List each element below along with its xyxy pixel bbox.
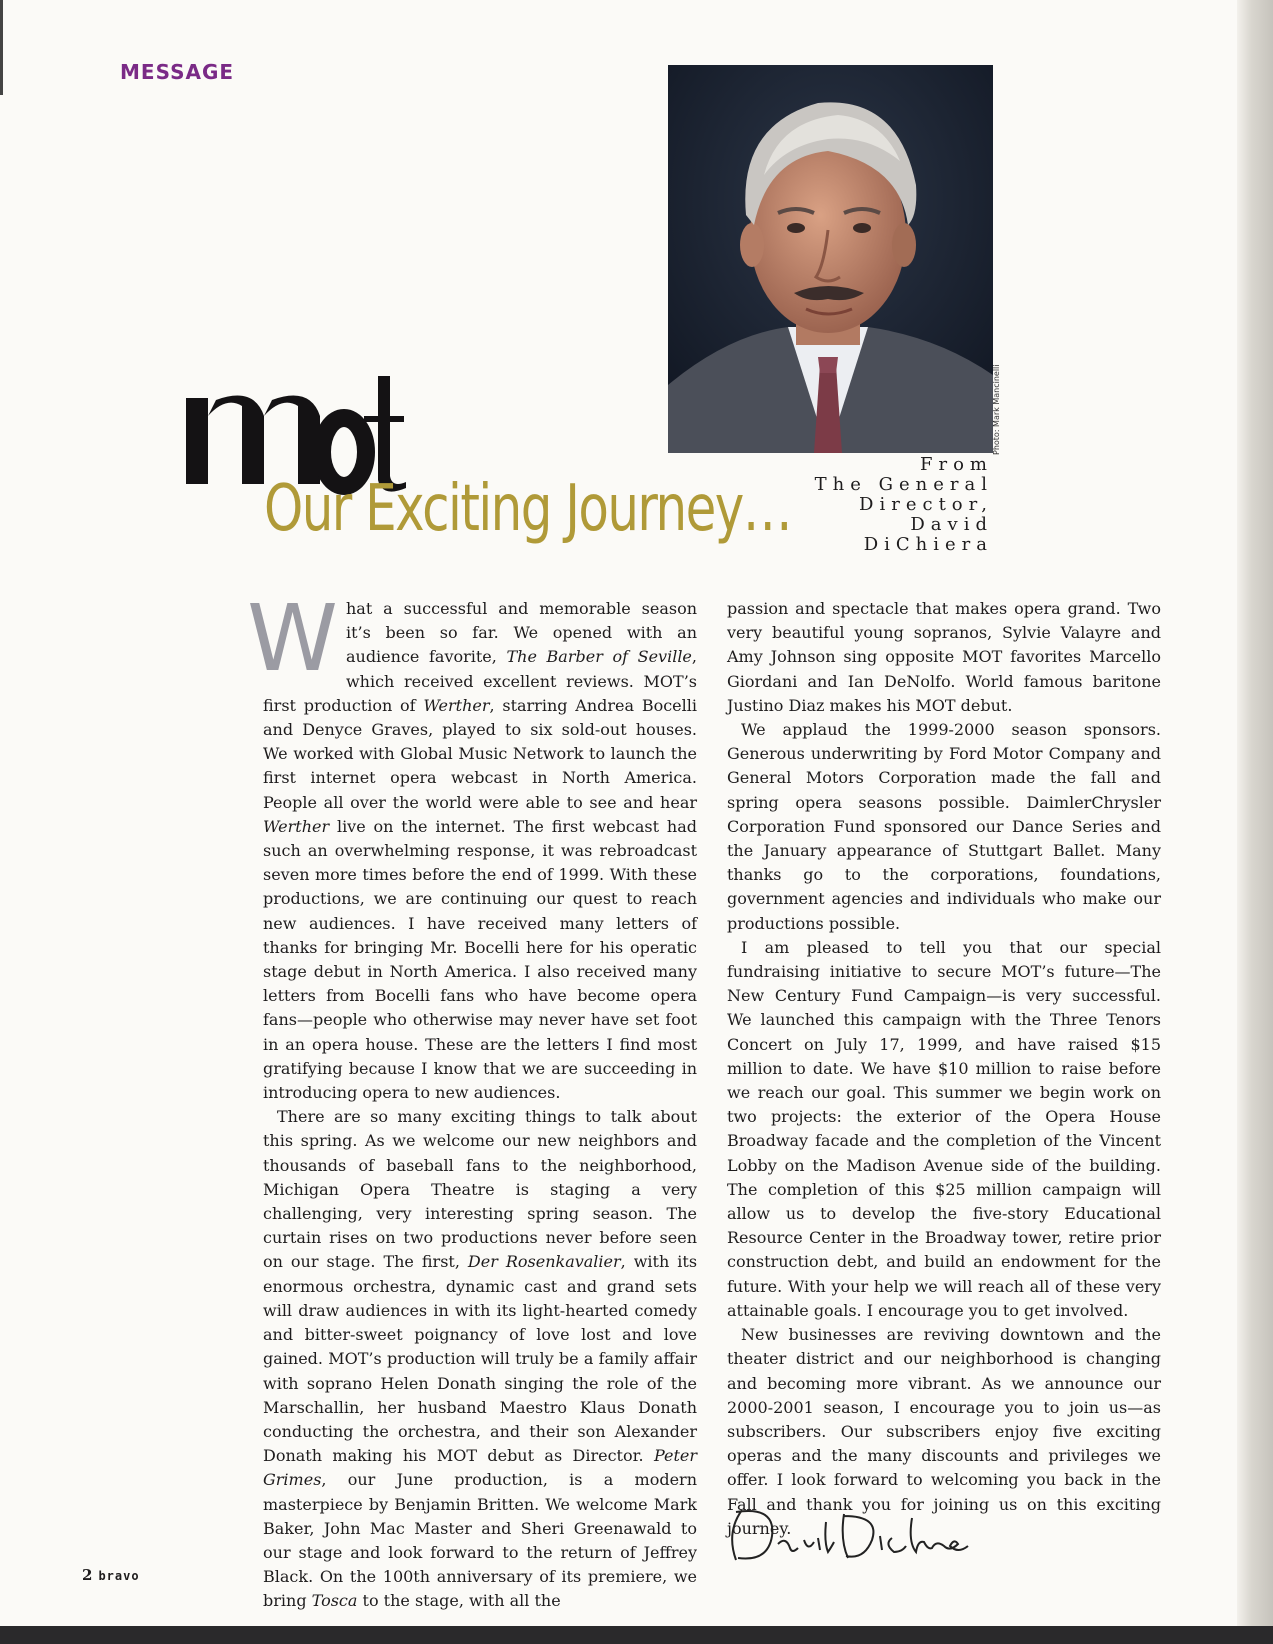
headline: Our Exciting Journey… bbox=[264, 472, 792, 546]
section-label: MESSAGE bbox=[120, 60, 235, 84]
byline bbox=[773, 455, 993, 555]
article-column-2 bbox=[727, 597, 1161, 1541]
byline-line: DiChiera bbox=[863, 534, 993, 555]
article-paragraph: We applaud the 1999-2000 season sponsors. Generous underwriting by Ford Motor Company and General Motors Corporation made the fall and spring opera seasons possible. DaimlerChrysler Corporation Fund sponsored our Dance Series and the January appearance of Stuttgart Ballet. Many thanks go to the corporations, foundations, government agencies and individuals who make our productions possible. bbox=[727, 720, 1161, 933]
byline-line: From bbox=[920, 454, 993, 475]
magazine-name: bravo bbox=[98, 1569, 140, 1583]
byline-line: The General bbox=[814, 474, 993, 495]
byline-line: Director, bbox=[859, 494, 993, 515]
article-paragraph: New businesses are reviving downtown and the theater district and our neighborhood is changing and becoming more vibrant. As we announce our 2000-2001 season, I encourage you to join us—as subscribers. Our subscribers enjoy five exciting operas and the many discounts and privileges we offer. I look forward to welcoming you back in the Fall and thank you for joining us on this exciting journey. bbox=[727, 1325, 1161, 1538]
portrait-photo bbox=[668, 65, 993, 453]
article-paragraph: I am pleased to tell you that our special fundraising initiative to secure MOT’s future—The New Century Fund Campaign—is very successful. We launched this campaign with the Three Tenors Concert on July 17, 1999, and have raised $15 million to date. We have $10 million to raise before we reach our goal. This summer we begin work on two projects: the exterior of the Opera House Broadway facade and the completion of the Vincent Lobby on the Madison Avenue side of the building. The completion of this $25 million campaign will allow us to develop the five-story Educational Resource Center in the Broadway tower, retire prior construction debt, and build an endowment for the future. With your help we will reach all of these very attainable goals. I encourage you to get involved. bbox=[727, 937, 1161, 1320]
article-paragraph: passion and spectacle that makes opera grand. Two very beautiful young sopranos, Sylvie Valayre and Amy Johnson sing opposite MOT favorites Marcello Giordani and Ian DeNolfo. World famous baritone Justino Diaz makes his MOT debut. bbox=[727, 599, 1161, 715]
article-paragraph: There are so many exciting things to talk about this spring. As we welcome our new neighbors and thousands of baseball fans to the neighborhood, Michigan Opera Theatre is staging a very challenging, very interesting spring season. The curtain rises on two productions never before seen on our stage. The first, Der Rosenkavalier, with its enormous orchestra, dynamic cast and grand sets will draw audiences in with its light-hearted comedy and bitter-sweet poignancy of love lost and love gained. MOT’s production will truly be a family affair with soprano Helen Donath singing the role of the Marschallin, her husband Maestro Klaus Donath conducting the orchestra, and their son Alexander Donath making his MOT debut as Director. Peter Grimes, our June production, is a modern masterpiece by Benjamin Britten. We welcome Mark Baker, John Mac Master and Sheri Greenawald to our stage and look forward to the return of Jeffrey Black. On the 100th anniversary of its premiere, we bring Tosca to the stage, with all the bbox=[263, 1107, 698, 1611]
folio bbox=[82, 1566, 140, 1584]
page-number: 2 bbox=[82, 1566, 93, 1584]
signature bbox=[722, 1492, 982, 1572]
byline-line: David bbox=[910, 514, 993, 535]
photo-credit: Photo: Mark Mancinelli bbox=[992, 364, 1001, 455]
drop-cap: W bbox=[247, 585, 338, 692]
article-column-1 bbox=[247, 585, 698, 1614]
page-bottom-edge bbox=[0, 1626, 1273, 1644]
article-paragraph: What a successful and memorable season it’s been so far. We opened with an audience favorite, The Barber of Seville, which received excellent reviews. MOT’s first production of Werther, starring Andrea Bocelli and Denyce Graves, played to six sold-out houses. We worked with Global Music Network to launch the first internet opera webcast in North America. People all over the world were able to see and hear Werther live on the internet. The first webcast had such an overwhelming response, it was rebroadcast seven more times before the end of 1999. With these productions, we are continuing our quest to reach new audiences. I have received many letters of thanks for bringing Mr. Bocelli here for his operatic stage debut in North America. I also received many letters from Bocelli fans who have become opera fans—people who otherwise may never have set foot in an opera house. These are the letters I find most gratifying because I know that we are succeeding in introducing opera to new audiences. bbox=[247, 585, 697, 1103]
page-binding-shadow bbox=[1237, 0, 1273, 1644]
page-edge bbox=[0, 0, 3, 95]
